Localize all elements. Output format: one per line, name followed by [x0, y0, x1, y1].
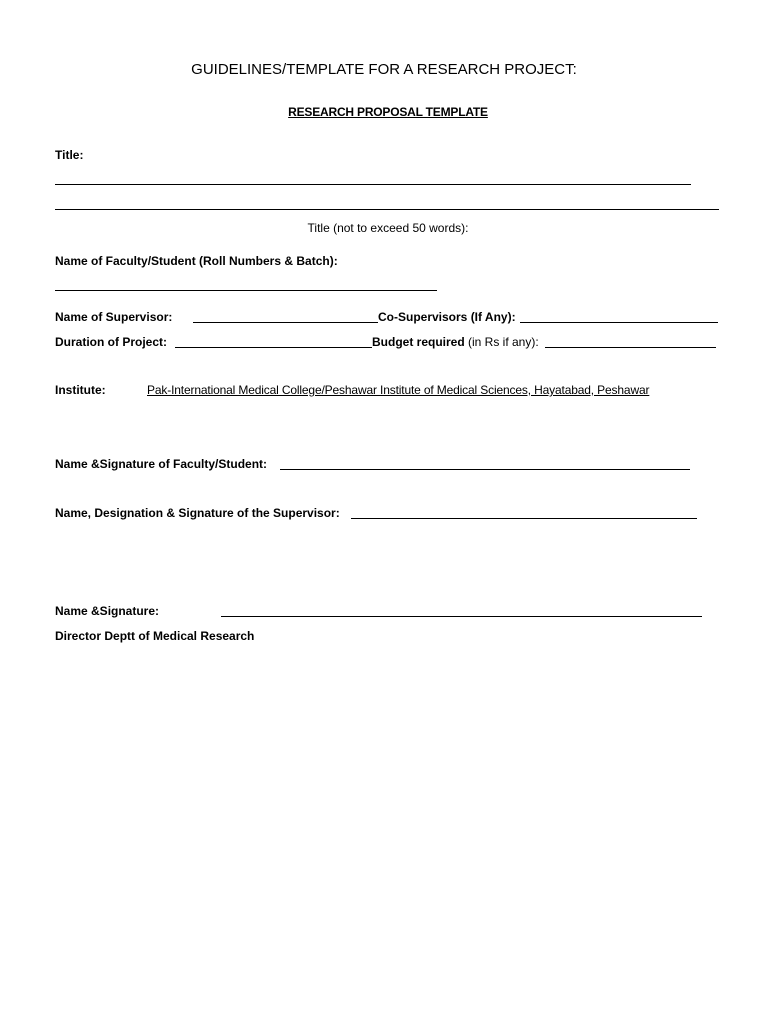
document-title-colon: : [572, 61, 577, 78]
faculty-student-blank-line[interactable] [55, 290, 437, 291]
supervisor-label: Name of Supervisor: [55, 310, 173, 324]
faculty-student-label: Name of Faculty/Student (Roll Numbers & Batch): [55, 254, 338, 268]
faculty-signature-label: Name &Signature of Faculty/Student: [55, 457, 268, 471]
document-title-text: GUIDELINES/TEMPLATE FOR A RESEARCH PROJECT [191, 61, 573, 78]
budget-blank-line[interactable] [545, 347, 716, 348]
title-blank-line-1[interactable] [55, 184, 691, 185]
title-word-limit-note: Title (not to exceed 50 words): [307, 221, 469, 235]
co-supervisors-label: Co-Supervisors (If Any): [378, 310, 516, 324]
supervisor-blank-line[interactable] [193, 322, 378, 323]
director-title: Director Deptt of Medical Research [55, 629, 255, 643]
budget-note: (in Rs if any): [464, 335, 539, 349]
institute-label: Institute: [55, 383, 106, 397]
supervisor-signature-label: Name, Designation & Signature of the Supervisor: [55, 506, 340, 520]
supervisor-signature-blank-line[interactable] [351, 518, 697, 519]
director-signature-blank-line[interactable] [221, 616, 702, 617]
title-label: Title: [55, 148, 84, 162]
duration-label: Duration of Project: [55, 335, 168, 349]
title-blank-line-2[interactable] [55, 209, 719, 210]
director-signature-label: Name &Signature: [55, 604, 160, 618]
duration-blank-line[interactable] [175, 347, 372, 348]
co-supervisors-blank-line[interactable] [520, 322, 718, 323]
document-title [0, 61, 768, 79]
faculty-signature-blank-line[interactable] [280, 469, 690, 470]
budget-label: Budget required [372, 335, 465, 349]
institute-value: Pak-International Medical College/Peshawar Institute of Medical Sciences, Hayatabad, Peshawar [147, 383, 650, 397]
budget-row [372, 334, 539, 350]
document-subtitle: RESEARCH PROPOSAL TEMPLATE [288, 105, 488, 119]
